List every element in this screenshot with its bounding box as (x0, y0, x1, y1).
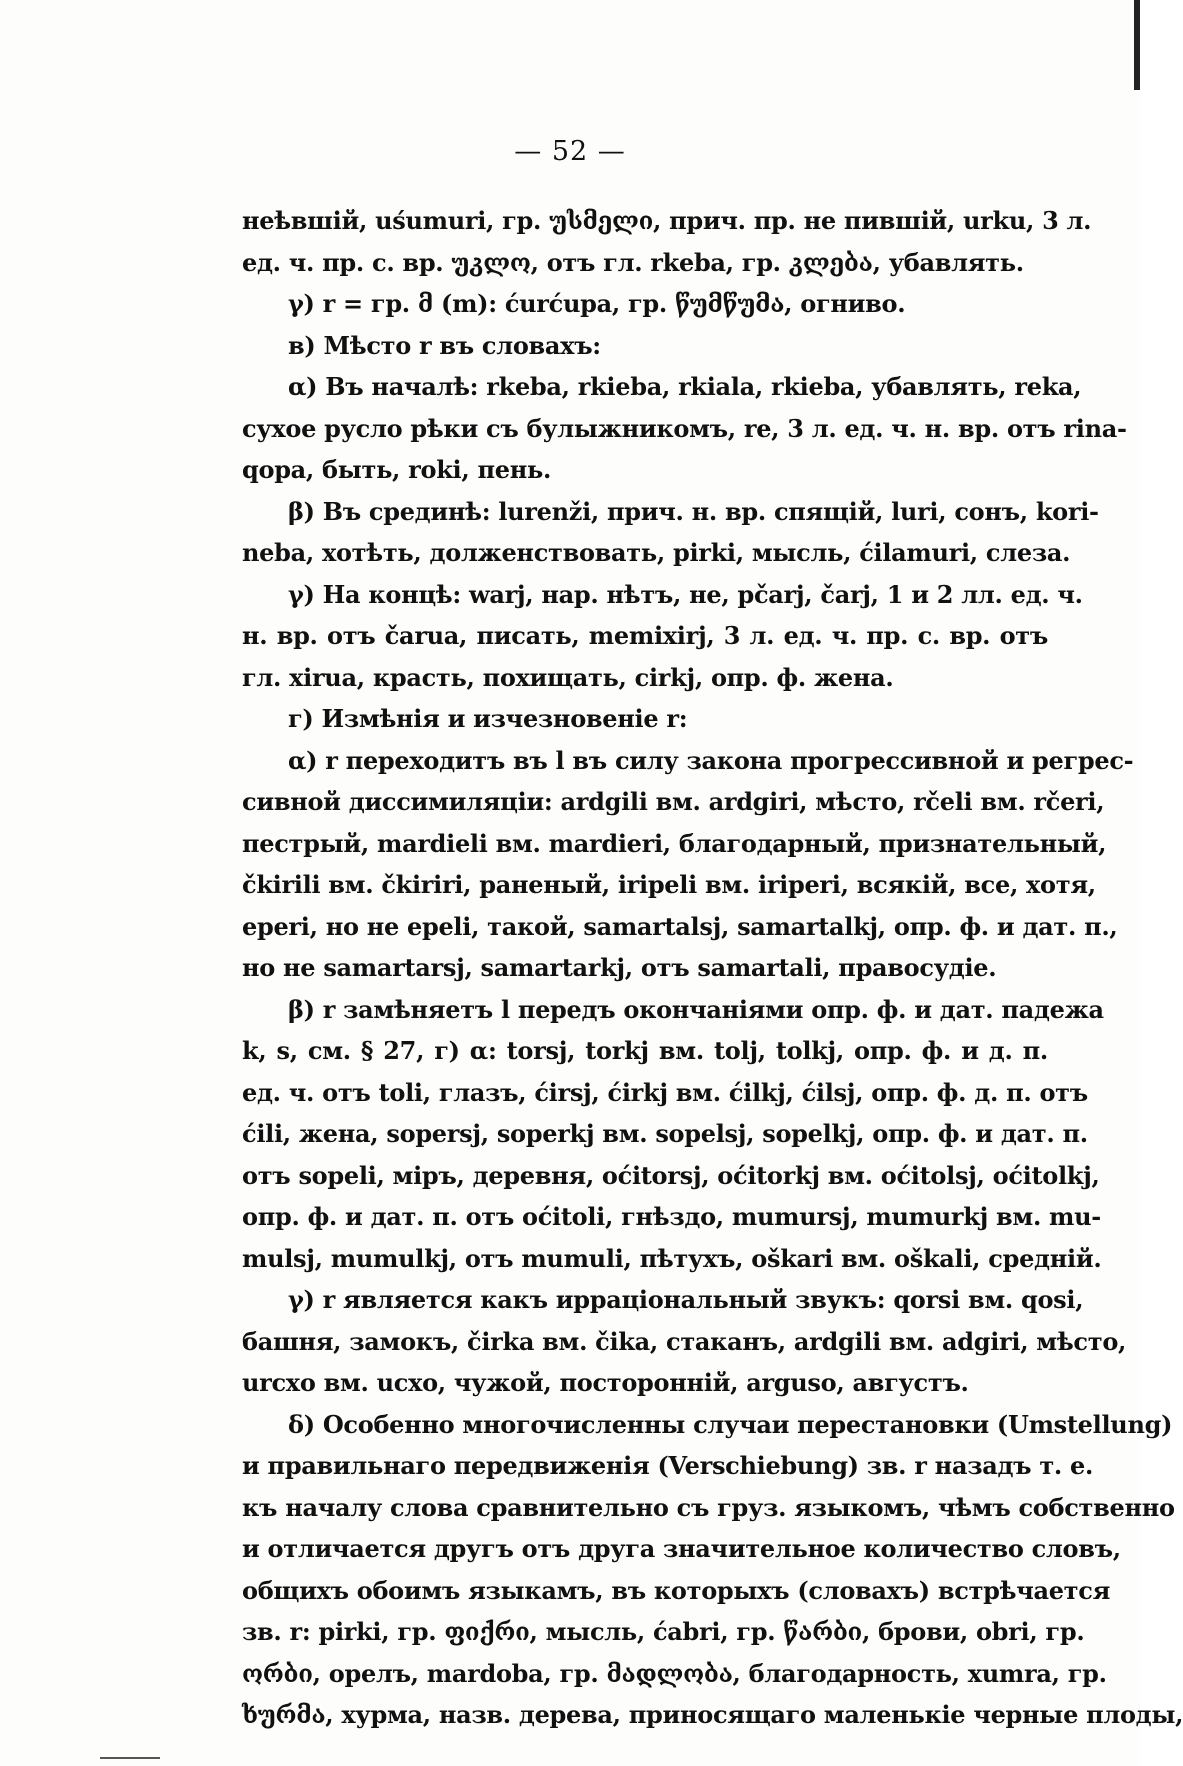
text-line: н. вр. отъ čarua, писать, memixirj, 3 л. ед. ч. пр. с. вр. отъ (242, 621, 1048, 650)
text-line: отъ sopeli, міръ, деревня, oćitorsj, oćitorkj вм. oćitolsj, oćitolkj, (242, 1160, 1100, 1190)
text-line: и правильнаго передвиженія (Verschiebung) зв. r назадъ т. е. (242, 1451, 1094, 1480)
text-line: α) Въ началѣ: rkeba, rkieba, rkiala, rkieba, убавлять, reka, (288, 372, 1082, 401)
text-line: сухое русло рѣки съ булыжникомъ, re, 3 л. ед. ч. н. вр. отъ rina- (242, 413, 1127, 443)
text-line: башня, замокъ, čirka вм. čika, стаканъ, ardgili вм. adgiri, мѣсто, (242, 1326, 1127, 1356)
text-line: неѣвшій, uśumuri, гр. უსმელი, прич. пр. не пившій, urku, 3 л. (242, 206, 1092, 235)
text-line: гл. xirua, красть, похищать, cirkj, опр. ф. жена. (242, 662, 894, 692)
text-line: čkirili вм. čkiriri, раненый, iripeli вм. iriperi, всякій, все, хотя, (242, 870, 1096, 899)
text-line: neba, хотѣть, долженствовать, pirki, мысль, ćilamuri, слеза. (242, 538, 1071, 567)
text-line: γ) r = гр. მ (m): ćurćupa, гр. წუმწუმა, огниво. (288, 289, 906, 318)
text-line: γ) r является какъ ирраціональный звукъ: qorsi вм. qosi, (288, 1285, 1084, 1314)
text-line: ხურმა, хурма, назв. дерева, приносящаго маленькіе черные плоды, (242, 1700, 1183, 1729)
text-line: пестрый, mardieli вм. mardieri, благодарный, признательный, (242, 828, 1107, 858)
text-line: общихъ обоимъ языкамъ, въ которыхъ (словахъ) встрѣчается (242, 1575, 1111, 1605)
text-line: но не samartarsj, samartarkj, отъ samartali, правосудіе. (242, 953, 997, 982)
scan-edge-mark (1134, 0, 1140, 90)
text-line: eperi, но не epeli, такой, samartalsj, samartalkj, опр. ф. и дат. п., (242, 911, 1118, 941)
text-line: urcxo вм. ucxo, чужой, посторонній, arguso, августъ. (242, 1368, 969, 1397)
text-line: β) r замѣняетъ l передъ окончаніями опр. ф. и дат. падежа (288, 994, 1104, 1024)
section-heading: г) Измѣнія и изчезновеніе r: (288, 704, 688, 733)
text-line: ćili, жена, sopersj, soperkj вм. sopelsj, sopelkj, опр. ф. и дат. п. (242, 1119, 1088, 1148)
text-line: къ началу слова сравнительно съ груз. языкомъ, чѣмъ собственно (242, 1492, 1175, 1522)
body-text (242, 200, 1183, 1736)
text-line: сивной диссимиляціи: ardgili вм. ardgiri, мѣсто, rčeli вм. rčeri, (242, 787, 1105, 816)
text-line: k, s, см. § 27, г) α: torsj, torkj вм. tolj, tolkj, опр. ф. и д. п. (242, 1036, 1048, 1065)
text-line: mulsj, mumulkj, отъ mumuli, пѣтухъ, oškari вм. oškali, средній. (242, 1243, 1102, 1273)
text-line: ორბი, орелъ, mardoba, гр. მადლობა, благодарность, xumra, гр. (242, 1658, 1107, 1688)
text-line: γ) На концѣ: warj, нар. нѣтъ, не, pčarj, čarj, 1 и 2 лл. ед. ч. (288, 579, 1083, 609)
text-line: β) Въ срединѣ: lurenži, прич. н. вр. спящій, luri, сонъ, kori- (288, 496, 1099, 526)
text-line: ед. ч. пр. с. вр. უკლო, отъ гл. rkeba, гр. კლება, убавлять. (242, 247, 1024, 277)
text-line: и отличается другъ отъ друга значительное количество словъ, (242, 1534, 1121, 1563)
text-line: зв. r: pirki, гр. ფიქრი, мысль, ćabri, гр. წარბი, брови, obri, гр. (242, 1617, 1085, 1646)
text-line: ед. ч. отъ toli, глазъ, ćirsj, ćirkj вм. ćilkj, ćilsj, опр. ф. д. п. отъ (242, 1077, 1088, 1107)
text-line: δ) Особенно многочисленны случаи перестановки (Umstellung) (288, 1409, 1173, 1439)
text-line: опр. ф. и дат. п. отъ oćitoli, гнѣздо, mumursj, mumurkj вм. mu- (242, 1202, 1101, 1231)
text-line: α) r переходитъ въ l въ силу закона прогрессивной и регрес- (288, 745, 1134, 775)
scan-bottom-mark (100, 1757, 160, 1759)
section-heading: в) Мѣсто r въ словахъ: (288, 330, 601, 360)
page-number: — 52 — (514, 136, 626, 167)
text-line: qopa, быть, roki, пень. (242, 455, 552, 484)
